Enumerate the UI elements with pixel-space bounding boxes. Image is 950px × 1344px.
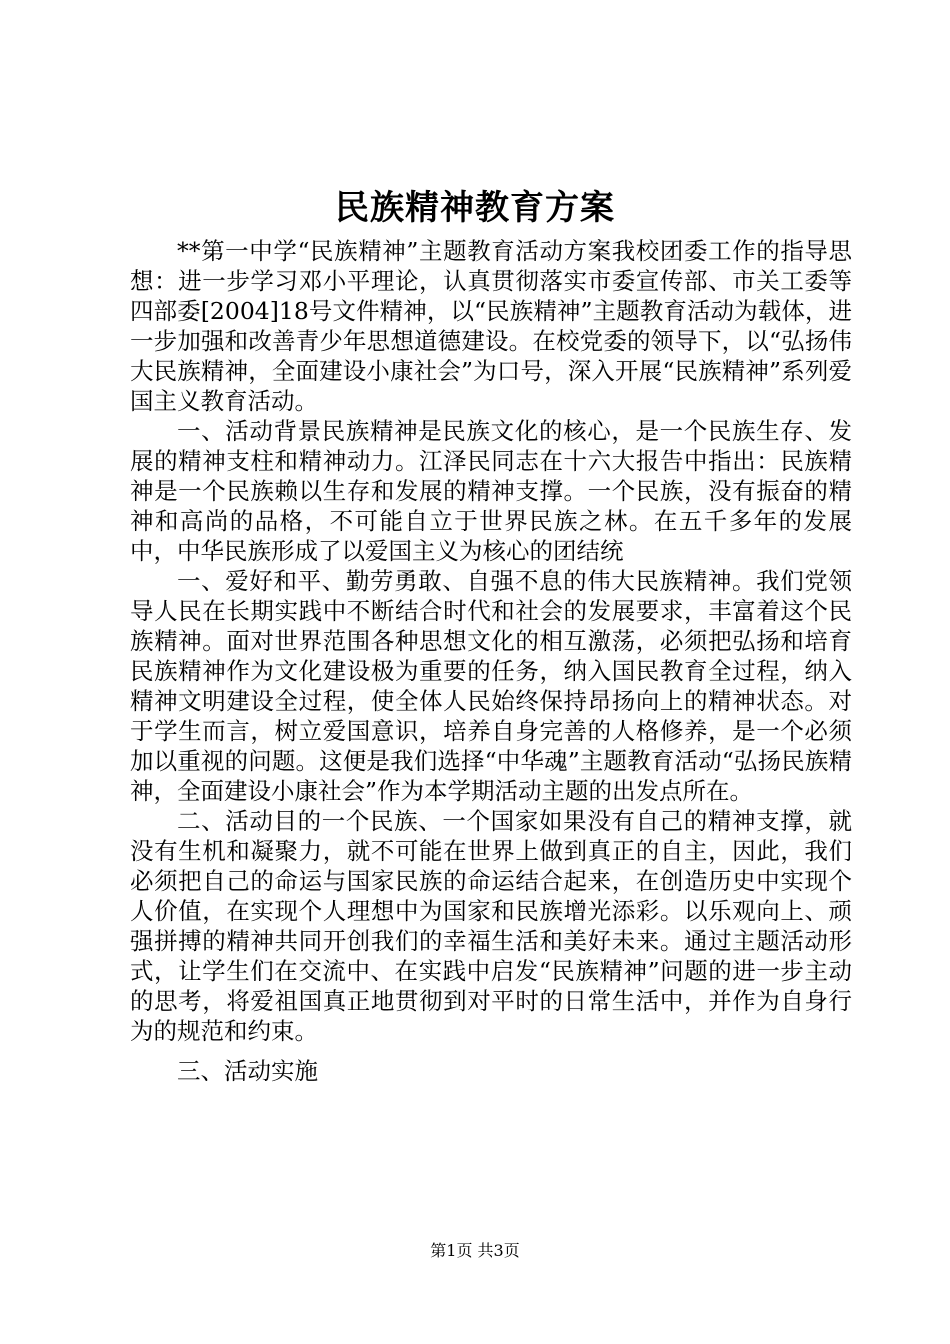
page-footer: 第1页 共3页	[430, 1241, 520, 1260]
paragraph-background: 一、活动背景民族精神是民族文化的核心，是一个民族生存、发展的精神支柱和精神动力。江泽民同志在十六大报告中指出：民族精神是一个民族赖以生存和发展的精神支撑。一个民族，没有振奋的精神和高尚的品格，不可能自立于世界民族之林。在五千多年的发展中，中华民族形成了以爱国主义为核心的团结统	[130, 417, 852, 565]
paragraph-intro: **第一中学“民族精神”主题教育活动方案我校团委工作的指导思想：进一步学习邓小平理论，认真贯彻落实市委宣传部、市关工委等四部委[2004]18号文件精神，以“民族精神”主题教育活动为载体，进一步加强和改善青少年思想道德建设。在校党委的领导下，以“弘扬伟大民族精神，全面建设小康社会”为口号，深入开展“民族精神”系列爱国主义教育活动。	[130, 237, 852, 415]
paragraph-purpose: 二、活动目的一个民族、一个国家如果没有自己的精神支撑，就没有生机和凝聚力，就不可能在世界上做到真正的自主，因此，我们必须把自己的命运与国家民族的命运结合起来，在创造历史中实现个人价值，在实现个人理想中为国家和民族增光添彩。以乐观向上、顽强拼搏的精神共同开创我们的幸福生活和美好未来。通过主题活动形式，让学生们在交流中、在实践中启发“民族精神”问题的进一步主动的思考，将爱祖国真正地贯彻到对平时的日常生活中，并作为自身行为的规范和约束。	[130, 807, 852, 1045]
document-title: 民族精神教育方案	[335, 188, 615, 228]
document-body	[130, 236, 852, 1086]
section-heading-implementation: 三、活动实施	[177, 1057, 318, 1085]
paragraph-spirit: 一、爱好和平、勤劳勇敢、自强不息的伟大民族精神。我们党领导人民在长期实践中不断结合时代和社会的发展要求，丰富着这个民族精神。面对世界范围各种思想文化的相互激荡，必须把弘扬和培育民族精神作为文化建设极为重要的任务，纳入国民教育全过程，纳入精神文明建设全过程，使全体人民始终保持昂扬向上的精神状态。对于学生而言，树立爱国意识，培养自身完善的人格修养，是一个必须加以重视的问题。这便是我们选择“中华魂”主题教育活动“弘扬民族精神，全面建设小康社会”作为本学期活动主题的出发点所在。	[130, 567, 852, 805]
